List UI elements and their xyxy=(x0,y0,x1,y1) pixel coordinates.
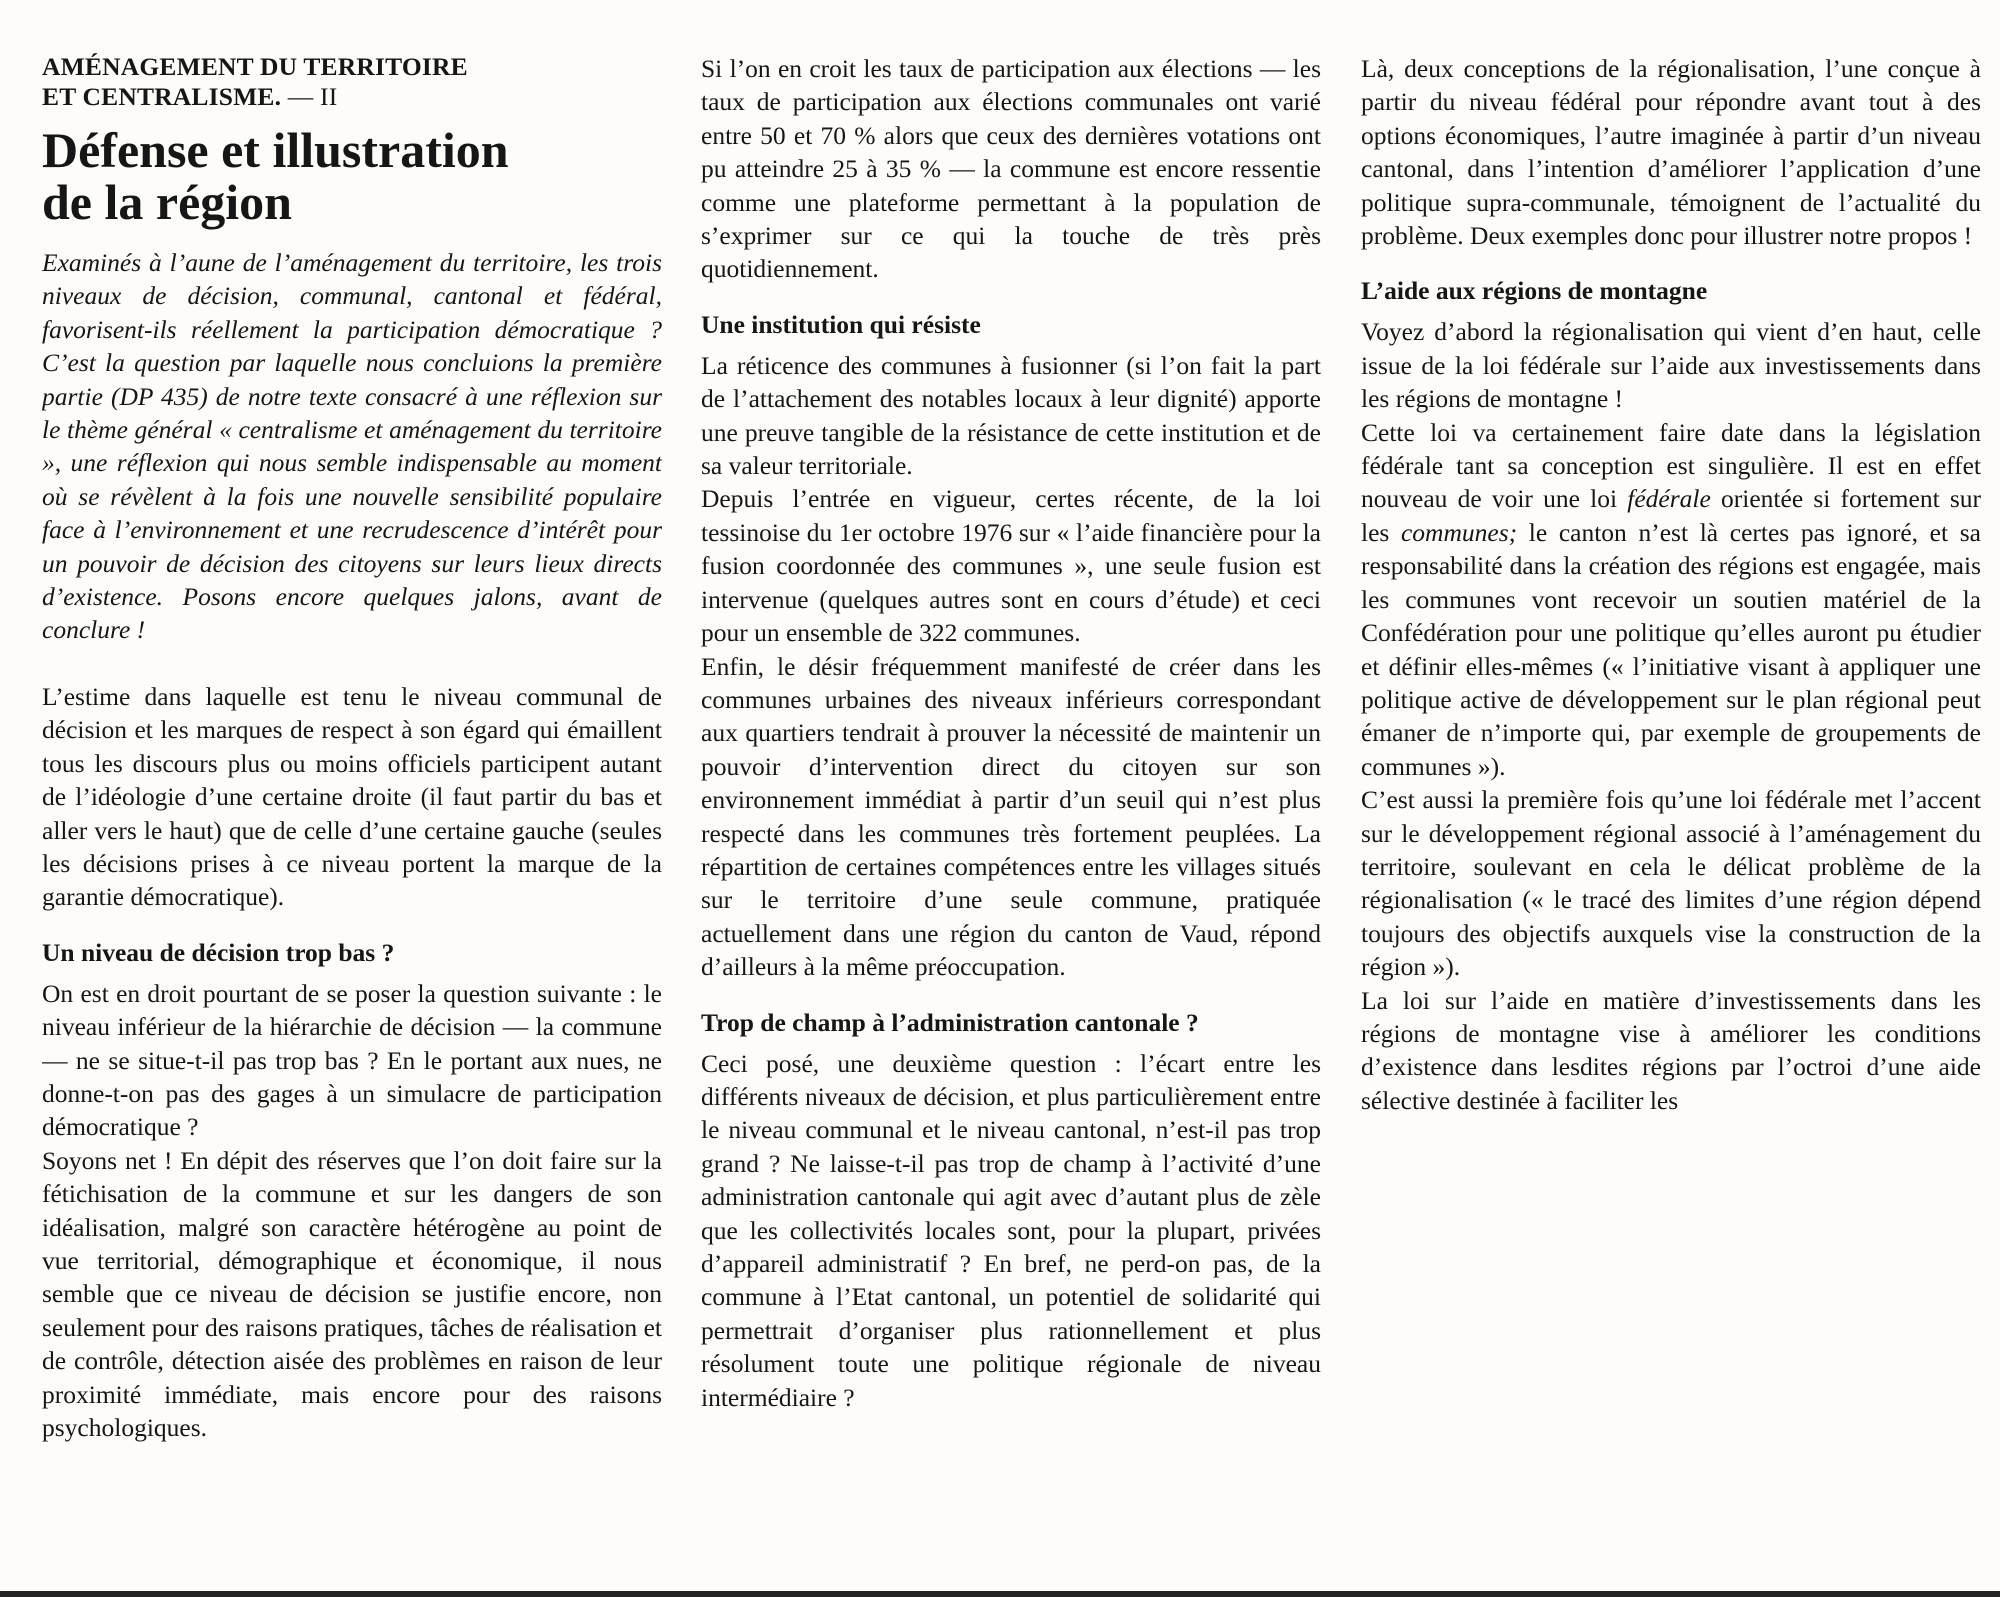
section-heading: L’aide aux régions de montagne xyxy=(1361,276,1708,306)
text-run: Cette loi va certainement faire date dans la législation fédérale tant sa conception est singulière. Il est en effet nouveau de voir une loi xyxy=(1361,417,1981,514)
column-2 xyxy=(701,52,1321,1414)
paragraph: Enfin, le désir fréquemment manifesté de créer dans les communes urbaines des niveaux inférieurs correspondant aux quartiers tendrait à prouver la nécessité de maintenir un pouvoir d’intervention direct du citoyen sur son environnement immédiat à partir d’un seuil qui n’est plus respecté dans les communes très fortement peuplées. La répartition de certaines compétences entre les villages situés sur le territoire d’une seule commune, pratiquée actuellement dans une région du canton de Vaud, répond d’ailleurs à la même préoccupation. xyxy=(701,651,1321,982)
paragraph xyxy=(1361,416,1981,783)
paragraph: On est en droit pourtant de se poser la question suivante : le niveau inférieur de la hiérarchie de décision — la commune — ne se situe-t-il pas trop bas ? En le portant aux nues, ne donne-t-on pas des gages à un simulacre de participation démocratique ? xyxy=(42,978,662,1142)
paragraph: La loi sur l’aide en matière d’investissements dans les régions de montagne vise à améliorer les conditions d’existence dans lesdites régions par l’octroi d’une aide sélective destinée à faciliter les xyxy=(1361,985,1981,1115)
bottom-rule xyxy=(0,1591,2000,1597)
column-3 xyxy=(1361,52,1981,1117)
article-kicker: AMÉNAGEMENT DU TERRITOIRE ET CENTRALISME. — II xyxy=(42,52,468,111)
emphasis: communes; xyxy=(1400,517,1518,547)
paragraph: La réticence des communes à fusionner (si l’on fait la part de l’attachement des notables locaux à leur dignité) apporte une preuve tangible de la résistance de cette institution et de sa valeur territoriale. xyxy=(701,350,1321,481)
text-run: orientée si fortement sur les xyxy=(1361,484,1981,547)
paragraph: Depuis l’entrée en vigueur, certes récente, de la loi tessinoise du 1er octobre 1976 sur « l’aide financière pour la fusion coordonnée des communes », une seule fusion est intervenue (quelques autres sont en cours d’étude) et ceci pour un ensemble de 322 communes. xyxy=(701,484,1321,648)
text-run: le canton n’est là certes pas ignoré, et sa responsabilité dans la création des régions est engagée, mais les communes vont recevoir un soutien matériel de la Confédération pour une politique qu’elles auront pu étudier et définir elles-mêmes (« l’initiative visant à appliquer une politique active de développement sur le plan régional peut émaner de n’importe qui, par exemple de groupements de communes »). xyxy=(1361,517,1981,781)
section-heading: Une institution qui résiste xyxy=(701,309,981,339)
paragraph: Voyez d’abord la régionalisation qui vient d’en haut, celle issue de la loi fédérale sur l’aide aux investissements dans les régions de montagne ! xyxy=(1361,317,1981,414)
emphasis: fédérale xyxy=(1627,484,1711,514)
paragraph: Si l’on en croit les taux de participation aux élections — les taux de participation aux élections communales ont varié entre 50 et 70 % alors que ceux des dernières votations ont pu atteindre 25 à 35 % — la commune est encore ressentie comme une plateforme permettant à la population de s’exprimer sur ce qui la touche de très près quotidiennement. xyxy=(701,54,1321,284)
paragraph: Là, deux conceptions de la régionalisation, l’une conçue à partir du niveau fédéral pour répondre avant tout à des options économiques, l’autre imaginée à partir d’un niveau cantonal, dans l’intention d’améliorer l’application d’une politique supra-communale, témoignent de l’actualité du problème. Deux exemples donc pour illustrer notre propos ! xyxy=(1361,54,1981,251)
article-title: Défense et illustration de la région xyxy=(42,122,509,230)
paragraph: L’estime dans laquelle est tenu le niveau communal de décision et les marques de respect à son égard qui émaillent tous les discours plus ou moins officiels participent autant de l’idéologie d’une certaine droite (il faut partir du bas et aller vers le haut) que de celle d’une certaine gauche (seules les décisions prises à ce niveau portent la marque de la garantie démocratique). xyxy=(42,681,662,912)
paragraph: Ceci posé, une deuxième question : l’écart entre les différents niveaux de décision, et plus particulièrement entre le niveau communal et le niveau cantonal, n’est-il pas trop grand ? Ne laisse-t-il pas trop de champ à l’activité d’une administration cantonale qui agit avec d’autant plus de zèle que les collectivités locales sont, pour la plupart, privées d’appareil administratif ? En bref, ne perd-on pas, de la commune à l’Etat cantonal, un potentiel de solidarité qui permettrait d’organiser plus rationnellement et plus résolument toute une politique régionale de niveau intermédiaire ? xyxy=(701,1048,1321,1412)
section-heading: Un niveau de décision trop bas ? xyxy=(42,937,395,967)
column-1 xyxy=(42,52,662,1444)
section-heading: Trop de champ à l’administration cantonale ? xyxy=(701,1007,1199,1037)
paragraph: Soyons net ! En dépit des réserves que l’on doit faire sur la fétichisation de la commune et sur les dangers de son idéalisation, malgré son caractère hétérogène au point de vue territorial, démographique et économique, il nous semble que ce niveau de décision se justifie encore, non seulement pour des raisons pratiques, tâches de réalisation et de contrôle, détection aisée des problèmes en raison de leur proximité immédiate, mais encore pour des raisons psychologiques. xyxy=(42,1145,662,1442)
paragraph: C’est aussi la première fois qu’une loi fédérale met l’accent sur le développement régional associé à l’aménagement du territoire, soulevant en cela le délicat problème de la régionalisation (« le tracé des limites d’une région dépend toujours des objectifs auxquels vise la construction de la région »). xyxy=(1361,785,1981,982)
article-lead: Examinés à l’aune de l’aménagement du territoire, les trois niveaux de décision, communal, cantonal et fédéral, favorisent-ils réellement la participation démocratique ? C’est la question par laquelle nous concluions la première partie (DP 435) de notre texte consacré à une réflexion sur le thème général « centralisme et aménagement du territoire », une réflexion qui nous semble indispensable au moment où se révèlent à la fois une nouvelle sensibilité populaire face à l’environnement et une recrudescence d’intérêt pour un pouvoir de décision des citoyens sur leurs lieux directs d’existence. Posons encore quelques jalons, avant de conclure ! xyxy=(42,248,662,645)
